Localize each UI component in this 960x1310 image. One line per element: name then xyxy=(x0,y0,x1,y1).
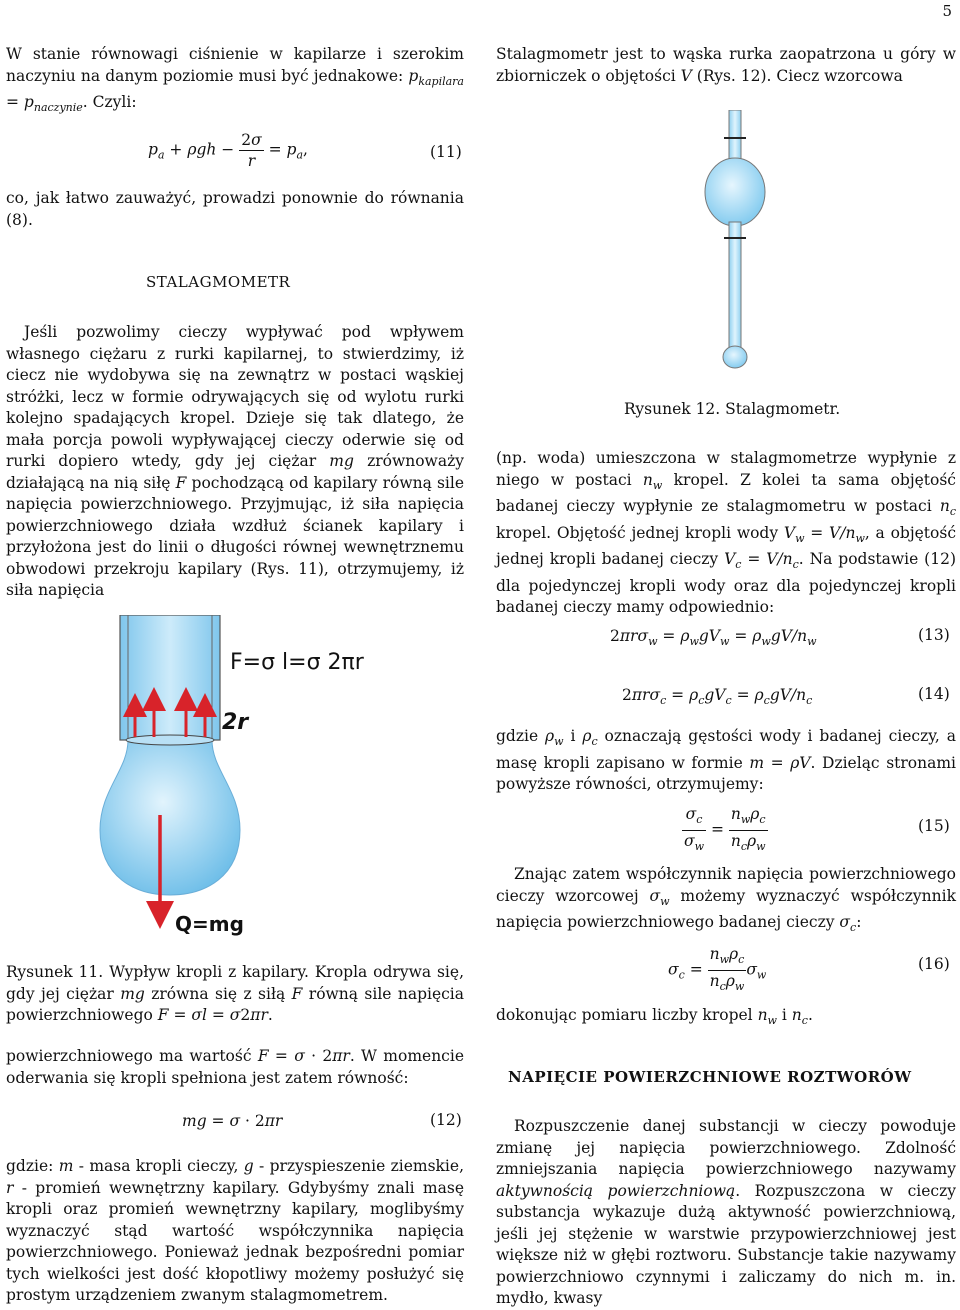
equation-11: $p_a + \rho gh$ − $\frac{2\sigma}{r}$ = $p_a$, xyxy=(148,131,308,170)
equation-14: $2\pi r\sigma_c = \rho_cgV_c = \rho_cgV/n_c$ xyxy=(622,686,813,708)
right-paragraph-6: Rozpuszczenie danej substancji w cieczy powoduje zmianę jej napięcia powierzchniowego. Zdolność zmniejszania napięcia powierzchniowego nazywamy aktywnością powierzchniową. Rozpuszczona w cieczy substancja wykazuje dużą aktywność powierzchniową, jeśli jej stężenie w warstwie przypowierzchniowej jest większe niż w głębi roztworu. Substancje takie nazywamy powierzchniowo czynnymi i zaliczamy do nich m. in. mydło, kwasy xyxy=(496,1117,956,1307)
right-paragraph-5: dokonując pomiaru liczby kropel $n_w$ i $n_c$. xyxy=(496,1006,813,1028)
figure-12-stalagmometer xyxy=(690,110,780,375)
figure-11-label-force: F=σ l=σ 2πr xyxy=(230,650,364,675)
equation-15: $\frac{\sigma_c}{\sigma_w}$ = $\frac{n_w\rho_c}{n_c\rho_w}$ xyxy=(684,805,766,854)
equation-15-number: (15) xyxy=(918,817,950,835)
equation-12-number: (12) xyxy=(430,1111,462,1129)
equation-11-number: (11) xyxy=(430,143,462,161)
figure-11-label-2r: 2r xyxy=(222,710,249,735)
section-heading-solutions: NAPIĘCIE POWIERZCHNIOWE ROZTWORÓW xyxy=(508,1068,912,1086)
equation-13: $2\pi r\sigma_w = \rho_wgV_w = \rho_wgV/n_w$ xyxy=(610,627,817,649)
right-paragraph-2: (np. woda) umieszczona w stalagmometrze wypłynie z niego w postaci $n_w$ kropel. Z kolei ta sama objętość badanej cieczy wypłynie ze stalagmometru w postaci $n_c$ kropel. Objętość jednej kropli wody $V_w = V/n_w$, a objętość jednej kropli badanej cieczy $V_c = V/n_c$. Na podstawie (12) dla pojedynczej kropli wody oraz dla pojedynczej kropli badanej cieczy mamy odpowiednio: xyxy=(496,449,956,617)
equation-16: $\sigma_c$ = $\frac{n_w\rho_c}{n_c\rho_w}$ $\sigma_w$ xyxy=(668,945,767,994)
left-paragraph-5: gdzie: m - masa kropli cieczy, g - przyspieszenie ziemskie, r - promień wewnętrzny kapilary. Gdybyśmy znali masę kropli oraz promień wewnętrzny kapilary, moglibyśmy wyznaczyć stąd wartość współczynnika napięcia powierzchniowego. Ponieważ jednak bezpośredni pomiar tych wielkości jest dość kłopotliwy możemy posłużyć się prostym urządzeniem zwanym stalagmometrem. xyxy=(6,1157,464,1304)
equation-13-number: (13) xyxy=(918,626,950,644)
left-paragraph-1: W stanie równowagi ciśnienie w kapilarze i szerokim naczyniu na danym poziomie musi być jednakowe: $p_{kapilara} = p_{naczynie}$. Czyli: xyxy=(6,45,464,115)
figure-11-label-weight: Q=mg xyxy=(175,912,244,936)
left-paragraph-4: powierzchniowego ma wartość F = σ · 2πr. W momencie oderwania się kropli spełniona jest zatem równość: xyxy=(6,1047,464,1087)
right-paragraph-1: Stalagmometr jest to wąska rurka zaopatrzona u góry w zbiorniczek o objętości V (Rys. 12). Ciecz wzorcowa xyxy=(496,45,956,85)
left-paragraph-3: Jeśli pozwolimy cieczy wypływać pod wpływem własnego ciężaru z rurki kapilarnej, to stwierdzimy, iż ciecz nie wydobywa się na zewnątrz w postaci wąskiej stróżki, lecz w formie odrywających się od wylotu rurki kolejno spadających kropel. Dzieje się tak dlatego, że mała porcja powoli wypływającej cieczy oderwie się od rurki dopiero wtedy, gdy jej ciężar mg zrównoważy działającą na nią siłę F pochodzącą od kapilary równą sile napięcia powierzchniowego. Przyjmując, iż siła napięcia powierzchniowego działa wzdłuż ścianek kapilary i przyłożona jest do linii o długości równej wewnętrznemu obwodowi przekroju kapilary (Rys. 11), otrzymujemy, iż siła napięcia xyxy=(6,323,464,599)
equation-14-number: (14) xyxy=(918,685,950,703)
page-number: 5 xyxy=(942,2,952,20)
figure-12-caption: Rysunek 12. Stalagmometr. xyxy=(624,400,841,418)
figure-11-caption: Rysunek 11. Wypływ kropli z kapilary. Kropla odrywa się, gdy jej ciężar mg zrówna się z siłą F równą sile napięcia powierzchniowego F = σl = σ2πr. xyxy=(6,963,464,1024)
right-paragraph-3: gdzie $\rho_w$ i $\rho_c$ oznaczają gęstości wody i badanej cieczy, a masę kropli zapisano w formie m = ρV. Dzieląc stronami powyższe równości, otrzymujemy: xyxy=(496,727,956,794)
section-heading-stalagmometr: STALAGMOMETR xyxy=(146,273,291,291)
right-paragraph-4: Znając zatem współczynnik napięcia powierzchniowego cieczy wzorcowej $\sigma_w$ możemy wyznaczyć współczynnik napięcia powierzchniowego badanej cieczy $\sigma_c$: xyxy=(496,865,956,935)
left-paragraph-2: co, jak łatwo zauważyć, prowadzi ponownie do równania (8). xyxy=(6,189,464,229)
equation-16-number: (16) xyxy=(918,955,950,973)
equation-12: mg = σ · 2πr xyxy=(182,1112,283,1130)
